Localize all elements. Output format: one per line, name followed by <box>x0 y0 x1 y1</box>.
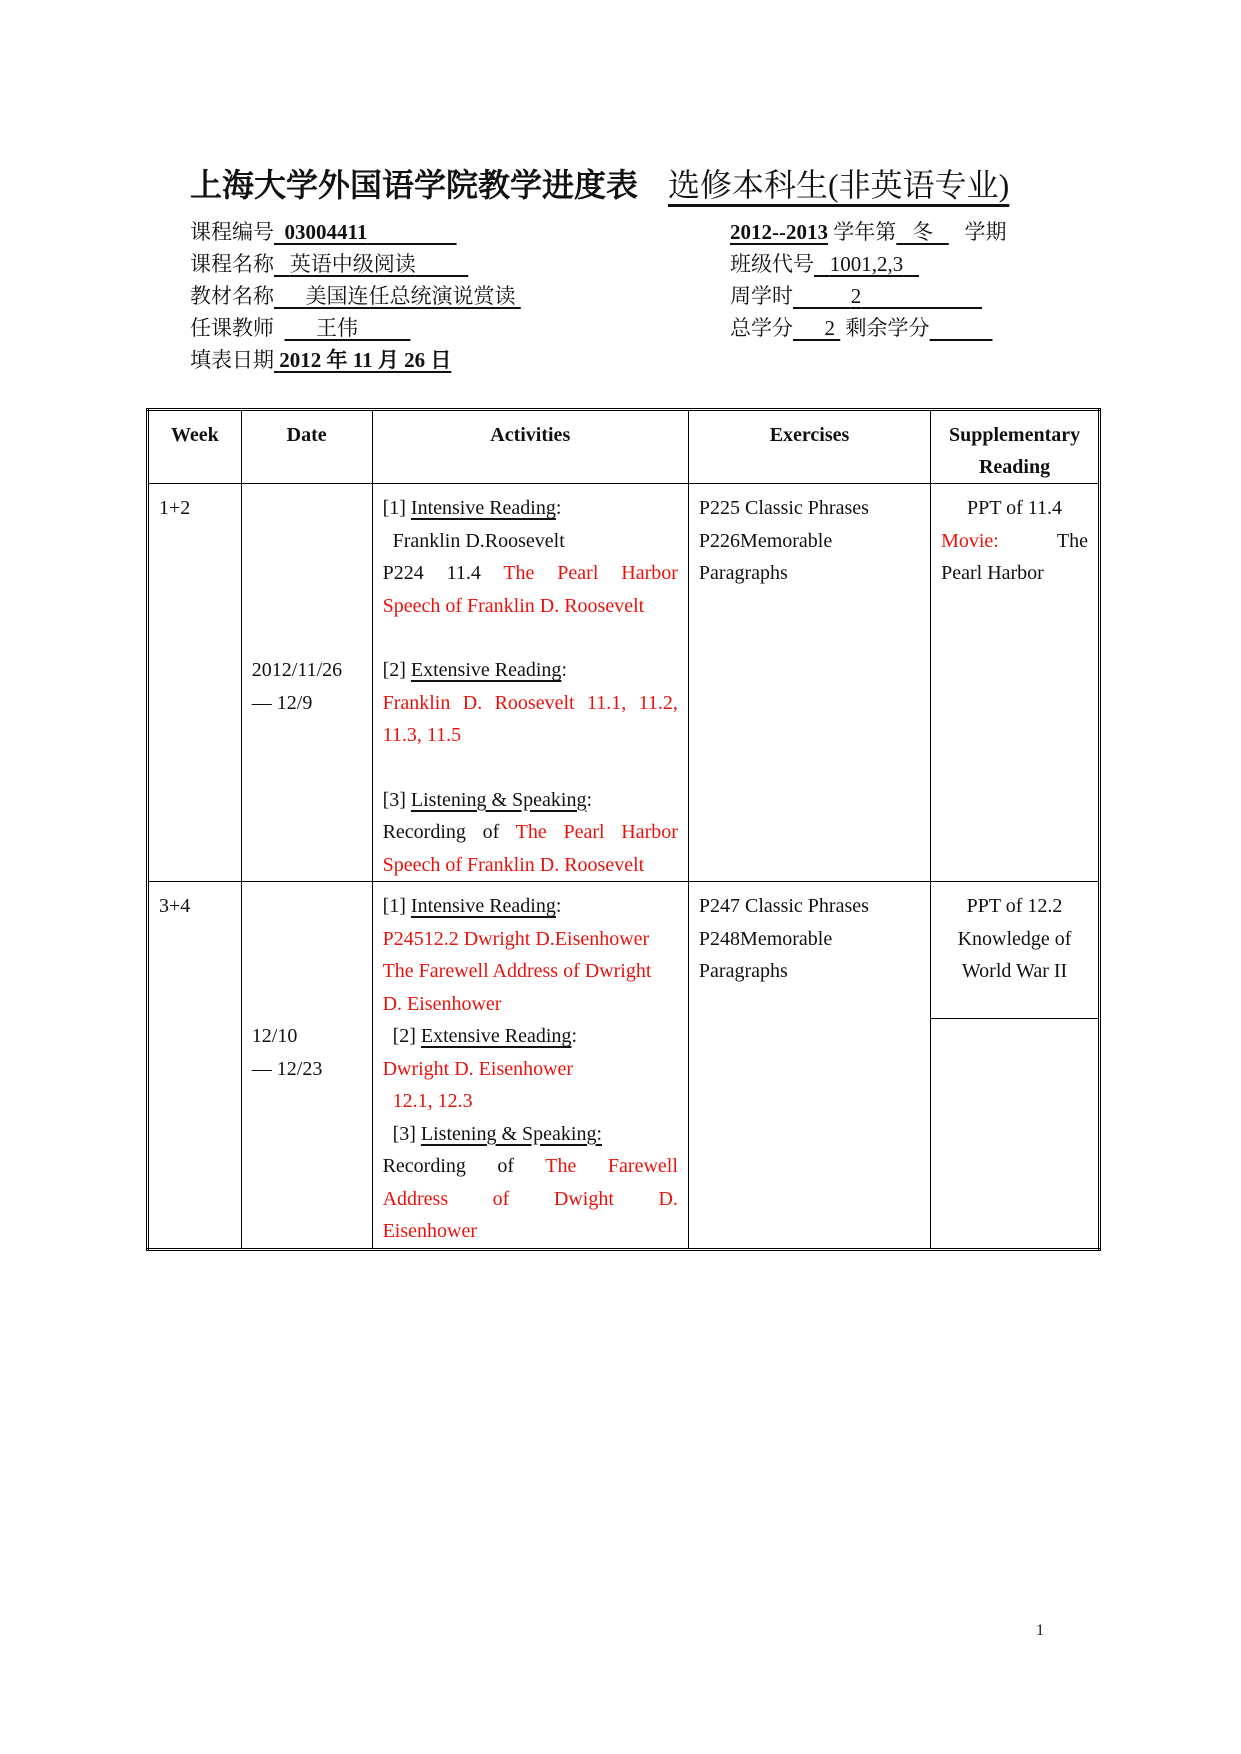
row2-act3-line1: Recording of The Farewell <box>382 1155 678 1177</box>
teacher-value: 王伟 <box>316 316 358 340</box>
academic-term-line <box>730 218 1007 246</box>
row2-supp-line3: World War II <box>961 960 1068 982</box>
credits-line <box>730 314 993 342</box>
row2-act1-heading: [1] Intensive Reading: <box>382 895 562 917</box>
table-row <box>148 882 1100 1250</box>
weekly-hours-line <box>730 282 982 310</box>
row2-act1-line2: The Farewell Address of Dwright <box>382 960 652 982</box>
row2-date <box>241 882 372 1250</box>
weekly-hours-value: 2 <box>850 284 862 308</box>
row2-supp-box <box>931 890 1098 1019</box>
term-suffix: 学期 <box>964 220 1007 244</box>
header-week: Week <box>148 410 242 484</box>
row2-supp-line1: PPT of 12.2 <box>966 895 1063 917</box>
row2-supp-line2: Knowledge of <box>957 927 1072 950</box>
course-code-value: 03004411 <box>284 220 368 244</box>
course-code-line <box>190 218 457 246</box>
row1-ex-line3: Paragraphs <box>698 562 788 584</box>
row2-exercises <box>688 882 930 1250</box>
row2-act3-heading: [3] Listening & Speaking: <box>392 1122 602 1145</box>
row2-act2-heading: [2] Extensive Reading: <box>392 1025 577 1047</box>
row1-supp-line1: PPT of 11.4 <box>967 497 1063 519</box>
row1-act1-heading: [1] Intensive Reading: <box>382 497 562 519</box>
row2-supplementary <box>931 882 1100 1250</box>
header-supp-line2: Reading <box>978 456 1051 478</box>
header-supp-line1: Supplementary <box>948 424 1081 446</box>
total-credits-label: 总学分 <box>730 316 793 340</box>
row2-act3-line3: Eisenhower <box>382 1220 477 1242</box>
row2-ex-line2: P248Memorable <box>698 927 833 950</box>
page-subtitle: 选修本科生(非英语专业) <box>668 167 1010 203</box>
row2-date-end: — 12/23 <box>251 1057 323 1080</box>
textbook-value: 美国连任总统演说赏读 <box>305 284 516 308</box>
course-name-line <box>190 250 468 278</box>
row1-date-start: 2012/11/26 <box>251 659 343 681</box>
header-exercises: Exercises <box>688 410 930 484</box>
row2-ex-line3: Paragraphs <box>698 960 788 982</box>
page-number: 1 <box>1036 1622 1044 1639</box>
fill-date-label: 填表日期 <box>190 348 274 372</box>
row2-act1-line3: D. Eisenhower <box>382 992 502 1015</box>
row1-supplementary <box>931 484 1100 882</box>
row1-supp-line2: Movie: The <box>941 529 1088 552</box>
row1-activities <box>372 484 688 882</box>
row2-act2-line2: 12.1, 12.3 <box>392 1090 473 1112</box>
remaining-credits-label: 剩余学分 <box>845 316 930 340</box>
row1-act1-line2: P224 11.4 The Pearl Harbor <box>382 562 678 584</box>
schedule-table <box>146 408 1101 1251</box>
table-row <box>148 484 1100 882</box>
row1-date-end: — 12/9 <box>251 691 313 714</box>
row1-act3-line2: Speech of Franklin D. Roosevelt <box>382 853 645 876</box>
row1-act2-line1: Franklin D. Roosevelt 11.1, 11.2, <box>382 691 678 714</box>
row1-date <box>241 484 372 882</box>
row1-act3-heading: [3] Listening & Speaking: <box>382 788 593 811</box>
textbook-line <box>190 282 521 310</box>
term-value: 冬 <box>912 220 933 244</box>
table-header-row <box>148 410 1100 484</box>
row2-act3-line2: Address of Dwight D. <box>382 1187 678 1210</box>
class-code-value: 1001,2,3 <box>829 252 904 276</box>
row2-activities <box>372 882 688 1250</box>
remaining-credits-value <box>930 316 993 340</box>
row2-ex-line1: P247 Classic Phrases <box>698 895 869 917</box>
row1-act2-heading: [2] Extensive Reading: <box>382 659 567 681</box>
teacher-label: 任课教师 <box>190 316 274 340</box>
row2-week: 3+4 <box>148 882 242 1250</box>
row2-act1-line1: P24512.2 Dwright D.Eisenhower <box>382 927 650 950</box>
textbook-label: 教材名称 <box>190 284 274 308</box>
row1-act3-line1: Recording of The Pearl Harbor <box>382 821 678 843</box>
row1-ex-line1: P225 Classic Phrases <box>698 497 869 519</box>
row1-exercises <box>688 484 930 882</box>
fill-date-value: 2012 年 11 月 26 日 <box>279 348 452 372</box>
row1-act1-line1: Franklin D.Roosevelt <box>392 529 565 552</box>
total-credits-value: 2 <box>824 316 835 340</box>
row2-act2-line1: Dwright D. Eisenhower <box>382 1057 574 1080</box>
teacher-line <box>190 314 411 342</box>
page-title: 上海大学外国语学院教学进度表 <box>190 167 639 203</box>
class-code-label: 班级代号 <box>730 252 814 276</box>
row1-ex-line2: P226Memorable <box>698 529 833 552</box>
row1-act2-line2: 11.3, 11.5 <box>382 724 462 746</box>
row1-supp-line3: Pearl Harbor <box>941 562 1044 584</box>
year-suffix: 学年第 <box>833 220 897 244</box>
header-activities: Activities <box>372 410 688 484</box>
header-supplementary <box>931 410 1100 484</box>
fill-date-line <box>190 346 451 374</box>
row1-week: 1+2 <box>148 484 242 882</box>
header-date: Date <box>241 410 372 484</box>
weekly-hours-label: 周学时 <box>730 284 793 308</box>
academic-year-value: 2012--2013 <box>730 220 828 244</box>
row2-date-start: 12/10 <box>251 1025 298 1047</box>
row1-act1-line3: Speech of Franklin D. Roosevelt <box>382 594 645 617</box>
course-name-value: 英语中级阅读 <box>289 252 416 276</box>
class-code-line <box>730 250 919 278</box>
course-name-label: 课程名称 <box>190 252 274 276</box>
course-code-label: 课程编号 <box>190 220 274 244</box>
